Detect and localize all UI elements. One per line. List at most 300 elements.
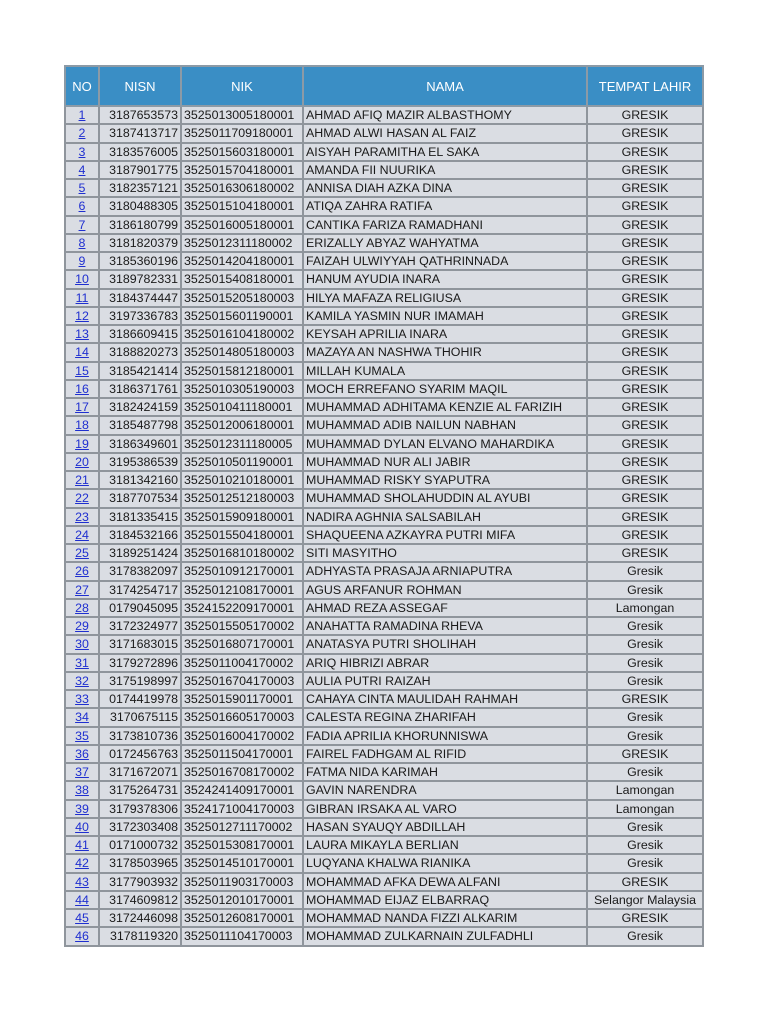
nisn-cell: 0179045095 <box>99 599 181 617</box>
nama-cell: FADIA APRILIA KHORUNNISWA <box>303 727 587 745</box>
row-no-cell <box>65 854 99 872</box>
nisn-cell: 3184374447 <box>99 289 181 307</box>
nisn-cell: 0172456763 <box>99 745 181 763</box>
row-number-link[interactable]: 17 <box>75 400 89 415</box>
nama-cell: ERIZALLY ABYAZ WAHYATMA <box>303 234 587 252</box>
nik-cell: 3524171004170003 <box>181 800 303 818</box>
table-row <box>65 581 703 599</box>
tempat-lahir-cell: GRESIK <box>587 270 703 288</box>
row-no-cell <box>65 216 99 234</box>
row-number-link[interactable]: 10 <box>75 272 89 287</box>
table-row <box>65 854 703 872</box>
table-row <box>65 252 703 270</box>
nama-cell: AHMAD AFIQ MAZIR ALBASTHOMY <box>303 106 587 124</box>
nama-cell: KAMILA YASMIN NUR IMAMAH <box>303 307 587 325</box>
tempat-lahir-cell: GRESIK <box>587 745 703 763</box>
tempat-lahir-cell: GRESIK <box>587 362 703 380</box>
row-number-link[interactable]: 15 <box>75 363 89 378</box>
nisn-cell: 3185487798 <box>99 416 181 434</box>
nama-cell: MOHAMMAD NANDA FIZZI ALKARIM <box>303 909 587 927</box>
nama-cell: HANUM AYUDIA INARA <box>303 270 587 288</box>
row-number-link[interactable]: 32 <box>75 673 89 688</box>
nama-cell: AHMAD REZA ASSEGAF <box>303 599 587 617</box>
row-no-cell <box>65 909 99 927</box>
table-row <box>65 800 703 818</box>
nik-cell: 3525015901170001 <box>181 690 303 708</box>
row-no-cell <box>65 197 99 215</box>
tempat-lahir-cell: Lamongan <box>587 800 703 818</box>
tempat-lahir-cell: GRESIK <box>587 489 703 507</box>
nik-cell: 3525011504170001 <box>181 745 303 763</box>
nik-cell: 3525012010170001 <box>181 891 303 909</box>
row-number-link[interactable]: 1 <box>78 108 86 123</box>
tempat-lahir-cell: Gresik <box>587 654 703 672</box>
row-number-link[interactable]: 9 <box>78 254 86 269</box>
row-number-link[interactable]: 22 <box>75 491 89 506</box>
nik-cell: 3525010210180001 <box>181 471 303 489</box>
nama-cell: CALESTA REGINA ZHARIFAH <box>303 708 587 726</box>
nisn-cell: 3178382097 <box>99 562 181 580</box>
nama-cell: MOHAMMAD ZULKARNAIN ZULFADHLI <box>303 927 587 945</box>
nisn-cell: 3187413717 <box>99 124 181 142</box>
table-row <box>65 471 703 489</box>
table-row <box>65 836 703 854</box>
row-number-link[interactable]: 30 <box>75 637 89 652</box>
nama-cell: AMANDA FII NUURIKA <box>303 161 587 179</box>
nama-cell: MILLAH KUMALA <box>303 362 587 380</box>
nama-cell: CAHAYA CINTA MAULIDAH RAHMAH <box>303 690 587 708</box>
table-row <box>65 526 703 544</box>
nama-cell: MUHAMMAD ADIB NAILUN NABHAN <box>303 416 587 434</box>
row-no-cell <box>65 489 99 507</box>
row-number-link[interactable]: 37 <box>75 765 89 780</box>
nik-cell: 3525012512180003 <box>181 489 303 507</box>
tempat-lahir-cell: GRESIK <box>587 380 703 398</box>
row-no-cell <box>65 362 99 380</box>
row-no-cell <box>65 708 99 726</box>
row-no-cell <box>65 727 99 745</box>
header-nisn: NISN <box>99 66 181 106</box>
row-no-cell <box>65 617 99 635</box>
nisn-cell: 3181342160 <box>99 471 181 489</box>
row-no-cell <box>65 635 99 653</box>
table-row <box>65 909 703 927</box>
row-number-link[interactable]: 42 <box>75 856 89 871</box>
row-number-link[interactable]: 40 <box>75 819 89 834</box>
nama-cell: AULIA PUTRI RAIZAH <box>303 672 587 690</box>
nik-cell: 3525010305190003 <box>181 380 303 398</box>
row-number-link[interactable]: 26 <box>75 564 89 579</box>
nama-cell: FAIZAH ULWIYYAH QATHRINNADA <box>303 252 587 270</box>
nisn-cell: 3188820273 <box>99 343 181 361</box>
nik-cell: 3525011903170003 <box>181 873 303 891</box>
row-number-link[interactable]: 36 <box>75 746 89 761</box>
nik-cell: 3525014805180003 <box>181 343 303 361</box>
table-row <box>65 489 703 507</box>
nama-cell: MOHAMMAD EIJAZ ELBARRAQ <box>303 891 587 909</box>
nik-cell: 3525012608170001 <box>181 909 303 927</box>
nisn-cell: 3185421414 <box>99 362 181 380</box>
table-row <box>65 398 703 416</box>
nama-cell: AGUS ARFANUR ROHMAN <box>303 581 587 599</box>
nik-cell: 3525015603180001 <box>181 143 303 161</box>
row-no-cell <box>65 143 99 161</box>
tempat-lahir-cell: Gresik <box>587 727 703 745</box>
nama-cell: ATIQA ZAHRA RATIFA <box>303 197 587 215</box>
table-row <box>65 143 703 161</box>
row-number-link[interactable]: 29 <box>75 619 89 634</box>
tempat-lahir-cell: GRESIK <box>587 343 703 361</box>
row-number-link[interactable]: 3 <box>78 144 86 159</box>
row-no-cell <box>65 544 99 562</box>
nama-cell: SHAQUEENA AZKAYRA PUTRI MIFA <box>303 526 587 544</box>
nisn-cell: 3178119320 <box>99 927 181 945</box>
row-number-link[interactable]: 7 <box>78 217 86 232</box>
table-row <box>65 343 703 361</box>
row-no-cell <box>65 325 99 343</box>
header-row <box>65 66 703 106</box>
row-no-cell <box>65 453 99 471</box>
nisn-cell: 3181335415 <box>99 508 181 526</box>
table-row <box>65 617 703 635</box>
table-row <box>65 216 703 234</box>
row-number-link[interactable]: 19 <box>75 436 89 451</box>
nama-cell: MOHAMMAD AFKA DEWA ALFANI <box>303 873 587 891</box>
header-tempat-lahir: TEMPAT LAHIR <box>587 66 703 106</box>
nama-cell: MUHAMMAD SHOLAHUDDIN AL AYUBI <box>303 489 587 507</box>
row-number-link[interactable]: 28 <box>75 600 89 615</box>
row-number-link[interactable]: 34 <box>75 710 89 725</box>
nik-cell: 3525012006180001 <box>181 416 303 434</box>
row-no-cell <box>65 234 99 252</box>
tempat-lahir-cell: Gresik <box>587 617 703 635</box>
nik-cell: 3525016306180002 <box>181 179 303 197</box>
tempat-lahir-cell: Gresik <box>587 818 703 836</box>
tempat-lahir-cell: GRESIK <box>587 161 703 179</box>
row-no-cell <box>65 289 99 307</box>
nisn-cell: 0174419978 <box>99 690 181 708</box>
row-no-cell <box>65 654 99 672</box>
table-row <box>65 124 703 142</box>
nik-cell: 3525015104180001 <box>181 197 303 215</box>
tempat-lahir-cell: GRESIK <box>587 508 703 526</box>
row-no-cell <box>65 690 99 708</box>
nik-cell: 3525013005180001 <box>181 106 303 124</box>
nisn-cell: 3170675115 <box>99 708 181 726</box>
header-no: NO <box>65 66 99 106</box>
nama-cell: GIBRAN IRSAKA AL VARO <box>303 800 587 818</box>
row-number-link[interactable]: 46 <box>75 929 89 944</box>
nisn-cell: 3172303408 <box>99 818 181 836</box>
tempat-lahir-cell: GRESIK <box>587 526 703 544</box>
row-no-cell <box>65 435 99 453</box>
nik-cell: 3525011709180001 <box>181 124 303 142</box>
nama-cell: HILYA MAFAZA RELIGIUSA <box>303 289 587 307</box>
nisn-cell: 3182424159 <box>99 398 181 416</box>
tempat-lahir-cell: Gresik <box>587 635 703 653</box>
nisn-cell: 3183576005 <box>99 143 181 161</box>
table-row <box>65 362 703 380</box>
row-number-link[interactable]: 6 <box>78 199 86 214</box>
nik-cell: 3525015505170002 <box>181 617 303 635</box>
row-no-cell <box>65 307 99 325</box>
nik-cell: 3525016708170002 <box>181 763 303 781</box>
nisn-cell: 3187707534 <box>99 489 181 507</box>
nik-cell: 3525015704180001 <box>181 161 303 179</box>
table-row <box>65 562 703 580</box>
nama-cell: ADHYASTA PRASAJA ARNIAPUTRA <box>303 562 587 580</box>
nisn-cell: 3186180799 <box>99 216 181 234</box>
tempat-lahir-cell: GRESIK <box>587 435 703 453</box>
nisn-cell: 3185360196 <box>99 252 181 270</box>
table-row <box>65 453 703 471</box>
nama-cell: FAIREL FADHGAM AL RIFID <box>303 745 587 763</box>
table-row <box>65 781 703 799</box>
row-no-cell <box>65 873 99 891</box>
row-no-cell <box>65 416 99 434</box>
row-no-cell <box>65 891 99 909</box>
row-number-link[interactable]: 38 <box>75 783 89 798</box>
nama-cell: ARIQ HIBRIZI ABRAR <box>303 654 587 672</box>
row-number-link[interactable]: 24 <box>75 527 89 542</box>
row-number-link[interactable]: 44 <box>75 892 89 907</box>
tempat-lahir-cell: Gresik <box>587 854 703 872</box>
nama-cell: ANNISA DIAH AZKA DINA <box>303 179 587 197</box>
table-row <box>65 270 703 288</box>
row-number-link[interactable]: 8 <box>78 235 86 250</box>
tempat-lahir-cell: GRESIK <box>587 416 703 434</box>
tempat-lahir-cell: GRESIK <box>587 234 703 252</box>
nisn-cell: 3179378306 <box>99 800 181 818</box>
tempat-lahir-cell: GRESIK <box>587 453 703 471</box>
nik-cell: 3525015812180001 <box>181 362 303 380</box>
row-number-link[interactable]: 41 <box>75 838 89 853</box>
nama-cell: AHMAD ALWI HASAN AL FAIZ <box>303 124 587 142</box>
row-no-cell <box>65 471 99 489</box>
nik-cell: 3525010411180001 <box>181 398 303 416</box>
tempat-lahir-cell: Gresik <box>587 708 703 726</box>
tempat-lahir-cell: GRESIK <box>587 124 703 142</box>
tempat-lahir-cell: GRESIK <box>587 197 703 215</box>
tempat-lahir-cell: GRESIK <box>587 544 703 562</box>
nisn-cell: 3175264731 <box>99 781 181 799</box>
nisn-cell: 3175198997 <box>99 672 181 690</box>
tempat-lahir-cell: GRESIK <box>587 909 703 927</box>
nisn-cell: 3195386539 <box>99 453 181 471</box>
tempat-lahir-cell: Gresik <box>587 562 703 580</box>
row-number-link[interactable]: 13 <box>75 327 89 342</box>
nama-cell: LAURA MIKAYLA BERLIAN <box>303 836 587 854</box>
student-table <box>64 65 704 947</box>
row-number-link[interactable]: 43 <box>75 874 89 889</box>
row-no-cell <box>65 562 99 580</box>
nisn-cell: 3171672071 <box>99 763 181 781</box>
nama-cell: CANTIKA FARIZA RAMADHANI <box>303 216 587 234</box>
nama-cell: MAZAYA AN NASHWA THOHIR <box>303 343 587 361</box>
table-row <box>65 106 703 124</box>
table-row <box>65 416 703 434</box>
nik-cell: 3525012711170002 <box>181 818 303 836</box>
row-number-link[interactable]: 39 <box>75 801 89 816</box>
row-number-link[interactable]: 25 <box>75 546 89 561</box>
table-row <box>65 234 703 252</box>
table-body <box>65 106 703 946</box>
table-row <box>65 435 703 453</box>
nik-cell: 3525015909180001 <box>181 508 303 526</box>
nik-cell: 3525014510170001 <box>181 854 303 872</box>
nisn-cell: 3187653573 <box>99 106 181 124</box>
nik-cell: 3525016704170003 <box>181 672 303 690</box>
row-no-cell <box>65 380 99 398</box>
tempat-lahir-cell: GRESIK <box>587 106 703 124</box>
row-no-cell <box>65 270 99 288</box>
table-row <box>65 307 703 325</box>
nik-cell: 3525015408180001 <box>181 270 303 288</box>
row-no-cell <box>65 745 99 763</box>
tempat-lahir-cell: Lamongan <box>587 599 703 617</box>
tempat-lahir-cell: GRESIK <box>587 471 703 489</box>
nama-cell: LUQYANA KHALWA RIANIKA <box>303 854 587 872</box>
table-row <box>65 708 703 726</box>
tempat-lahir-cell: GRESIK <box>587 216 703 234</box>
row-no-cell <box>65 526 99 544</box>
nisn-cell: 3174254717 <box>99 581 181 599</box>
table-row <box>65 380 703 398</box>
row-number-link[interactable]: 27 <box>75 582 89 597</box>
nik-cell: 3525016004170002 <box>181 727 303 745</box>
table-row <box>65 927 703 945</box>
tempat-lahir-cell: GRESIK <box>587 307 703 325</box>
row-number-link[interactable]: 12 <box>75 308 89 323</box>
nisn-cell: 3186371761 <box>99 380 181 398</box>
nisn-cell: 3172324977 <box>99 617 181 635</box>
tempat-lahir-cell: Selangor Malaysia <box>587 891 703 909</box>
row-number-link[interactable]: 16 <box>75 381 89 396</box>
table-row <box>65 544 703 562</box>
row-no-cell <box>65 800 99 818</box>
row-number-link[interactable]: 5 <box>78 181 86 196</box>
row-no-cell <box>65 508 99 526</box>
tempat-lahir-cell: GRESIK <box>587 325 703 343</box>
tempat-lahir-cell: GRESIK <box>587 179 703 197</box>
tempat-lahir-cell: GRESIK <box>587 873 703 891</box>
nik-cell: 3524241409170001 <box>181 781 303 799</box>
row-number-link[interactable]: 35 <box>75 728 89 743</box>
table-row <box>65 745 703 763</box>
nisn-cell: 3180488305 <box>99 197 181 215</box>
nisn-cell: 3184532166 <box>99 526 181 544</box>
nik-cell: 3525015601190001 <box>181 307 303 325</box>
table-row <box>65 635 703 653</box>
nik-cell: 3525010501190001 <box>181 453 303 471</box>
row-no-cell <box>65 106 99 124</box>
nama-cell: GAVIN NARENDRA <box>303 781 587 799</box>
nama-cell: NADIRA AGHNIA SALSABILAH <box>303 508 587 526</box>
nik-cell: 3525016104180002 <box>181 325 303 343</box>
header-nik: NIK <box>181 66 303 106</box>
nama-cell: MUHAMMAD DYLAN ELVANO MAHARDIKA <box>303 435 587 453</box>
row-number-link[interactable]: 18 <box>75 418 89 433</box>
nama-cell: KEYSAH APRILIA INARA <box>303 325 587 343</box>
nisn-cell: 3181820379 <box>99 234 181 252</box>
nisn-cell: 3172446098 <box>99 909 181 927</box>
table-row <box>65 179 703 197</box>
row-number-link[interactable]: 31 <box>75 655 89 670</box>
row-number-link[interactable]: 33 <box>75 692 89 707</box>
row-number-link[interactable]: 20 <box>75 454 89 469</box>
nik-cell: 3525011004170002 <box>181 654 303 672</box>
row-no-cell <box>65 763 99 781</box>
row-no-cell <box>65 818 99 836</box>
row-no-cell <box>65 781 99 799</box>
table-header <box>65 66 703 106</box>
nama-cell: AISYAH PARAMITHA EL SAKA <box>303 143 587 161</box>
nisn-cell: 3189251424 <box>99 544 181 562</box>
nisn-cell: 3177903932 <box>99 873 181 891</box>
row-no-cell <box>65 927 99 945</box>
nik-cell: 3525016005180001 <box>181 216 303 234</box>
nisn-cell: 3171683015 <box>99 635 181 653</box>
nisn-cell: 3197336783 <box>99 307 181 325</box>
row-number-link[interactable]: 21 <box>75 473 89 488</box>
nama-cell: ANATASYA PUTRI SHOLIHAH <box>303 635 587 653</box>
table-row <box>65 891 703 909</box>
row-no-cell <box>65 599 99 617</box>
table-row <box>65 727 703 745</box>
nisn-cell: 3178503965 <box>99 854 181 872</box>
tempat-lahir-cell: Lamongan <box>587 781 703 799</box>
nik-cell: 3525016807170001 <box>181 635 303 653</box>
row-no-cell <box>65 252 99 270</box>
table-row <box>65 654 703 672</box>
table-row <box>65 690 703 708</box>
table-row <box>65 873 703 891</box>
nik-cell: 3524152209170001 <box>181 599 303 617</box>
nama-cell: HASAN SYAUQY ABDILLAH <box>303 818 587 836</box>
table-row <box>65 289 703 307</box>
nik-cell: 3525011104170003 <box>181 927 303 945</box>
nama-cell: ANAHATTA RAMADINA RHEVA <box>303 617 587 635</box>
row-number-link[interactable]: 45 <box>75 911 89 926</box>
tempat-lahir-cell: Gresik <box>587 581 703 599</box>
nik-cell: 3525015205180003 <box>181 289 303 307</box>
row-number-link[interactable]: 2 <box>78 126 86 141</box>
nama-cell: FATMA NIDA KARIMAH <box>303 763 587 781</box>
row-no-cell <box>65 161 99 179</box>
nik-cell: 3525012311180002 <box>181 234 303 252</box>
nisn-cell: 3186349601 <box>99 435 181 453</box>
table-row <box>65 818 703 836</box>
table-row <box>65 325 703 343</box>
nik-cell: 3525014204180001 <box>181 252 303 270</box>
tempat-lahir-cell: Gresik <box>587 927 703 945</box>
nisn-cell: 3186609415 <box>99 325 181 343</box>
nisn-cell: 3189782331 <box>99 270 181 288</box>
row-number-link[interactable]: 11 <box>75 290 89 305</box>
tempat-lahir-cell: GRESIK <box>587 690 703 708</box>
row-no-cell <box>65 836 99 854</box>
row-number-link[interactable]: 4 <box>78 162 86 177</box>
row-number-link[interactable]: 23 <box>75 509 89 524</box>
row-no-cell <box>65 398 99 416</box>
nisn-cell: 3173810736 <box>99 727 181 745</box>
nama-cell: MOCH ERREFANO SYARIM MAQIL <box>303 380 587 398</box>
row-no-cell <box>65 124 99 142</box>
table-row <box>65 161 703 179</box>
row-number-link[interactable]: 14 <box>75 345 89 360</box>
nik-cell: 3525015308170001 <box>181 836 303 854</box>
tempat-lahir-cell: Gresik <box>587 836 703 854</box>
